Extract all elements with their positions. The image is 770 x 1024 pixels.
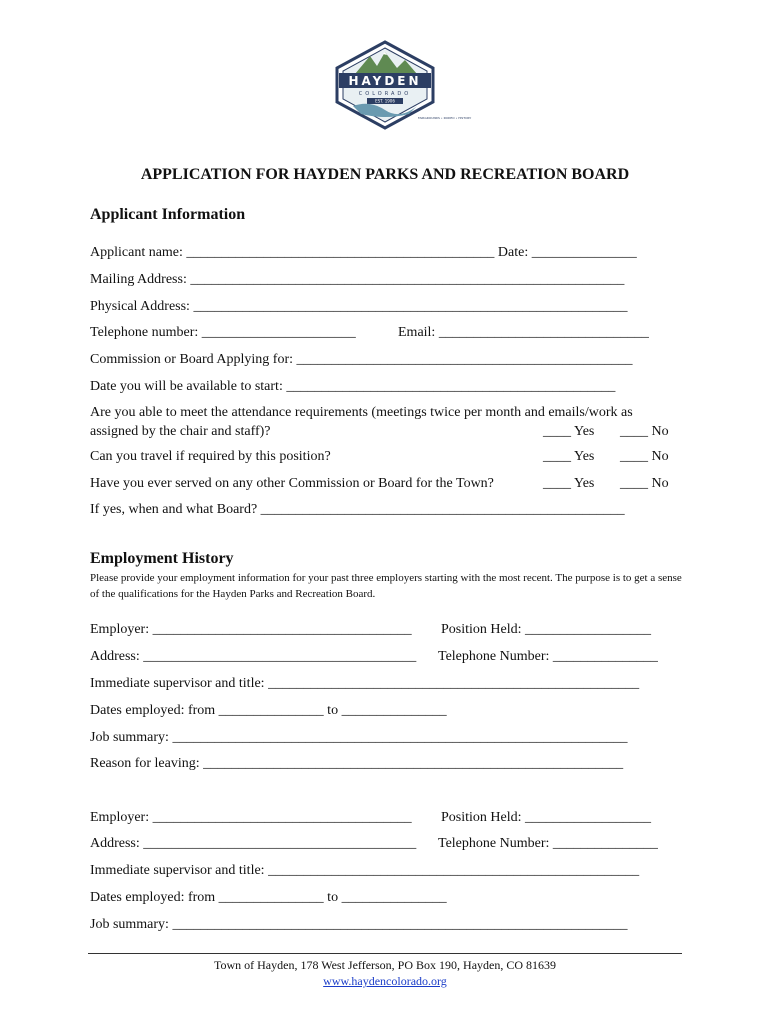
attendance-no[interactable]: ____ No <box>620 424 669 439</box>
address-2-field[interactable]: Address: _______________________________________ <box>90 836 417 851</box>
hayden-logo <box>325 40 472 130</box>
phone-1-field[interactable]: Telephone Number: _______________ <box>438 649 658 664</box>
attendance-question: Are you able to meet the attendance requirements (meetings twice per month and emails/work as <box>90 405 633 420</box>
employer-1-field[interactable]: Employer: _____________________________________ <box>90 622 412 637</box>
footer-website-link[interactable]: www.haydencolorado.org <box>323 974 447 988</box>
dates-2-field[interactable]: Dates employed: from _______________ to _______________ <box>90 890 447 905</box>
summary-1-field[interactable]: Job summary: _________________________________________________________________ <box>90 730 628 745</box>
logo-tagline: FAIRGROUNDS • RODEO • HISTORY <box>418 116 472 120</box>
travel-question: Can you travel if required by this position? <box>90 449 331 464</box>
employment-heading: Employment History <box>90 550 234 567</box>
served-no[interactable]: ____ No <box>620 476 669 491</box>
dates-1-field[interactable]: Dates employed: from _______________ to _______________ <box>90 703 447 718</box>
position-1-field[interactable]: Position Held: __________________ <box>441 622 652 637</box>
served-question: Have you ever served on any other Commission or Board for the Town? <box>90 476 494 491</box>
address-1-field[interactable]: Address: _______________________________________ <box>90 649 417 664</box>
served-yes[interactable]: ____ Yes <box>543 476 595 491</box>
email-field[interactable]: Email: ______________________________ <box>398 325 649 340</box>
commission-field[interactable]: Commission or Board Applying for: ________________________________________________ <box>90 352 633 367</box>
supervisor-2-field[interactable]: Immediate supervisor and title: _____________________________________________________ <box>90 863 640 878</box>
reason-1-field[interactable]: Reason for leaving: ____________________________________________________________ <box>90 756 624 771</box>
logo-wordmark: HAYDEN <box>348 74 422 88</box>
document-title: APPLICATION FOR HAYDEN PARKS AND RECREATION BOARD <box>140 166 630 183</box>
employer-2-field[interactable]: Employer: _____________________________________ <box>90 810 412 825</box>
attendance-yes[interactable]: ____ Yes <box>543 424 595 439</box>
footer-divider <box>88 953 682 954</box>
phone-2-field[interactable]: Telephone Number: _______________ <box>438 836 658 851</box>
position-2-field[interactable]: Position Held: __________________ <box>441 810 652 825</box>
mailing-address-field[interactable]: Mailing Address: ______________________________________________________________ <box>90 272 625 287</box>
travel-no[interactable]: ____ No <box>620 449 669 464</box>
travel-yes[interactable]: ____ Yes <box>543 449 595 464</box>
logo-est: EST. 1906 <box>375 98 395 104</box>
footer-address: Town of Hayden, 178 West Jefferson, PO Box 190, Hayden, CO 81639 <box>213 958 557 972</box>
supervisor-1-field[interactable]: Immediate supervisor and title: _____________________________________________________ <box>90 676 640 691</box>
attendance-question-cont: assigned by the chair and staff)? <box>90 424 271 439</box>
start-date-field[interactable]: Date you will be available to start: _______________________________________________ <box>90 379 616 394</box>
summary-2-field[interactable]: Job summary: _________________________________________________________________ <box>90 917 628 932</box>
logo-state: COLORADO <box>358 91 412 97</box>
telephone-field[interactable]: Telephone number: ______________________ <box>90 325 356 340</box>
when-board-field[interactable]: If yes, when and what Board? ____________________________________________________ <box>90 502 625 517</box>
employment-intro: Please provide your employment information for your past three employers starting with the most recent. The purpose is to get a sense of the qualifications for the Hayden Parks and Recreation Board. <box>90 572 682 600</box>
applicant-heading: Applicant Information <box>90 206 246 223</box>
physical-address-field[interactable]: Physical Address: ______________________________________________________________ <box>90 299 628 314</box>
applicant-name-field[interactable]: Applicant name: ____________________________________________ Date: _______________ <box>90 245 637 260</box>
